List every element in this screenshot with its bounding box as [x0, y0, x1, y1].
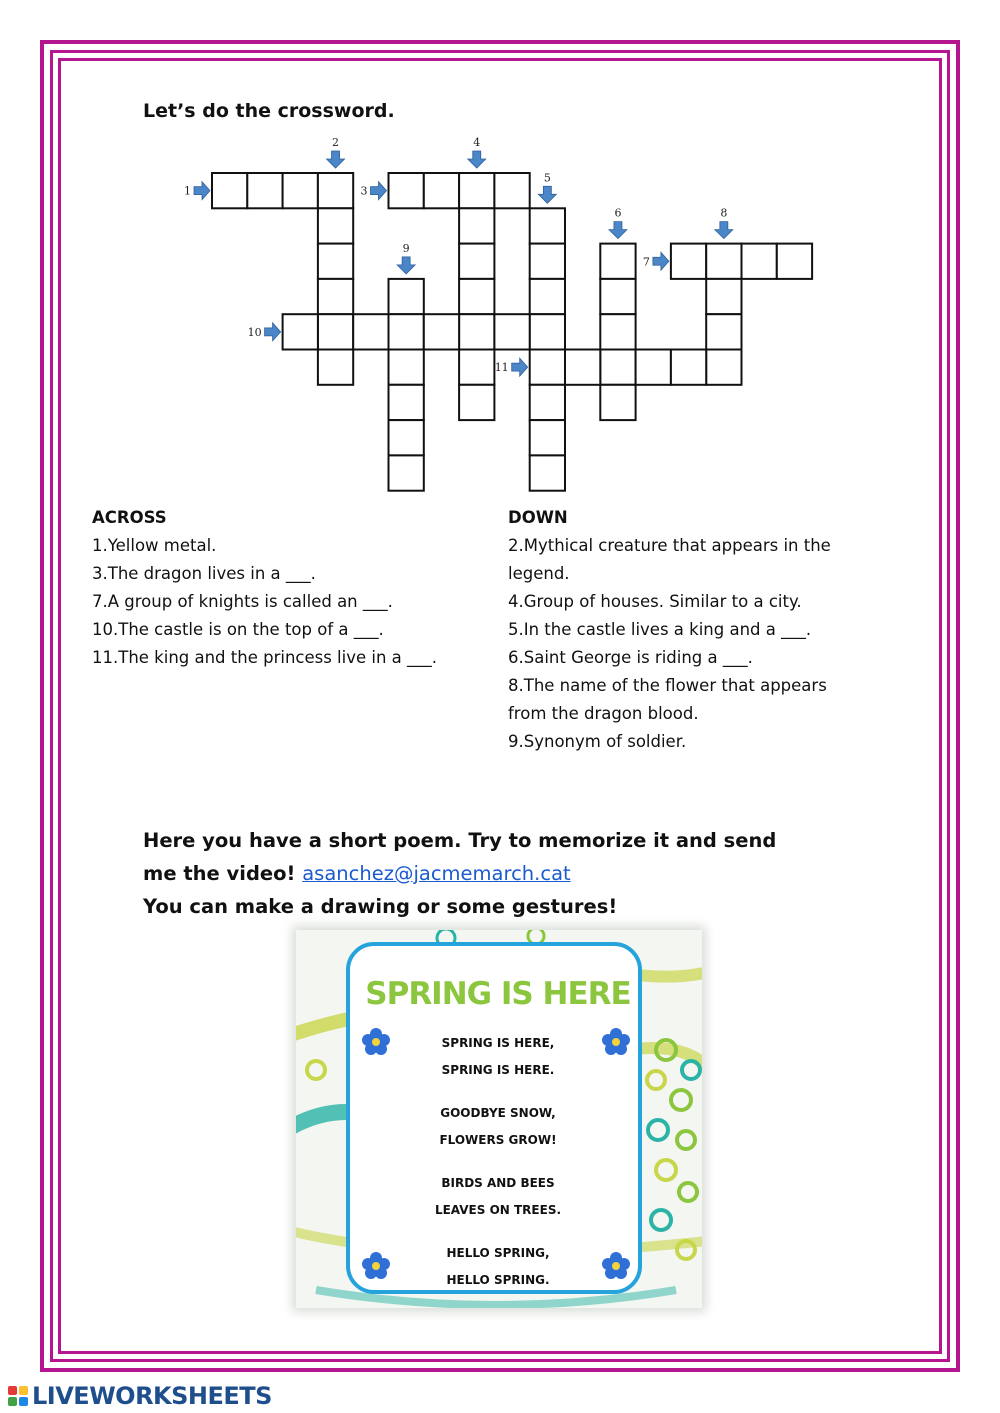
crossword-cell[interactable]: [530, 314, 565, 349]
clue-arrow-icon: [715, 222, 733, 239]
crossword-cell[interactable]: [600, 350, 635, 385]
crossword-cell[interactable]: [318, 350, 353, 385]
down-clue: 6.Saint George is riding a ___.: [508, 648, 753, 667]
clue-number: 3: [360, 184, 368, 198]
flower-icon: [602, 1028, 630, 1056]
clue-arrow-icon: [371, 182, 387, 200]
crossword-cell[interactable]: [318, 208, 353, 243]
instruction-line: Here you have a short poem. Try to memorize it and send: [143, 829, 777, 852]
clue-arrow-icon: [538, 186, 556, 203]
across-clue: 7.A group of knights is called an ___.: [92, 592, 393, 611]
crossword-cell[interactable]: [353, 314, 388, 349]
down-clue: legend.: [508, 564, 570, 583]
crossword-cell[interactable]: [424, 173, 459, 208]
poem-line: FLOWERS GROW!: [439, 1133, 557, 1147]
crossword-cell[interactable]: [600, 314, 635, 349]
clue-arrow-icon: [194, 182, 210, 200]
poem-line: SPRING IS HERE.: [441, 1063, 555, 1077]
crossword-cell[interactable]: [671, 350, 706, 385]
flower-icon: [362, 1028, 390, 1056]
down-clue: from the dragon blood.: [508, 704, 699, 723]
clue-number: 2: [332, 136, 340, 149]
crossword-cell[interactable]: [530, 279, 565, 314]
crossword-cell[interactable]: [600, 244, 635, 279]
crossword-cell[interactable]: [389, 279, 424, 314]
crossword-grid: [0, 0, 1000, 500]
poem-title: SPRING IS HERE: [365, 976, 631, 1012]
clue-arrow-icon: [609, 222, 627, 239]
poem-line: SPRING IS HERE,: [441, 1036, 555, 1050]
crossword-cell[interactable]: [459, 350, 494, 385]
crossword-cell[interactable]: [706, 314, 741, 349]
across-clue: 1.Yellow metal.: [92, 536, 217, 555]
instruction-line: You can make a drawing or some gestures!: [143, 895, 618, 918]
crossword-cell[interactable]: [706, 244, 741, 279]
poem-stanza: [350, 1100, 646, 1154]
crossword-cell[interactable]: [459, 314, 494, 349]
crossword-cell[interactable]: [565, 350, 600, 385]
instruction-text: me the video!: [143, 862, 303, 885]
crossword-cell[interactable]: [247, 173, 282, 208]
down-clue: 9.Synonym of soldier.: [508, 732, 687, 751]
crossword-cell[interactable]: [389, 314, 424, 349]
down-clue: 5.In the castle lives a king and a ___.: [508, 620, 812, 639]
spring-poem-poster: [296, 930, 702, 1308]
crossword-cell[interactable]: [459, 244, 494, 279]
liveworksheets-logo: [8, 1383, 272, 1409]
across-clue: 10.The castle is on the top of a ___.: [92, 620, 384, 639]
crossword-cell[interactable]: [530, 244, 565, 279]
clue-arrow-icon: [653, 252, 669, 270]
clue-number: 4: [473, 136, 481, 149]
poem-card: [346, 942, 642, 1294]
crossword-cell[interactable]: [459, 173, 494, 208]
crossword-cell[interactable]: [389, 420, 424, 455]
across-clue: 3.The dragon lives in a ___.: [92, 564, 316, 583]
clue-number: 5: [543, 171, 551, 185]
crossword-cell[interactable]: [530, 208, 565, 243]
email-link[interactable]: asanchez@jacmemarch.cat: [302, 862, 571, 885]
down-title: DOWN: [508, 508, 568, 527]
crossword-cell[interactable]: [706, 279, 741, 314]
flower-icon: [362, 1252, 390, 1280]
crossword-cell[interactable]: [389, 385, 424, 420]
down-clue: 2.Mythical creature that appears in the: [508, 536, 831, 555]
crossword-cell[interactable]: [212, 173, 247, 208]
crossword-cell[interactable]: [494, 173, 529, 208]
crossword-cell[interactable]: [600, 279, 635, 314]
down-clue: 8.The name of the flower that appears: [508, 676, 827, 695]
poem-line: HELLO SPRING.: [446, 1273, 550, 1287]
crossword-cell[interactable]: [424, 314, 459, 349]
crossword-cell[interactable]: [742, 244, 777, 279]
crossword-cell[interactable]: [318, 244, 353, 279]
crossword-cell[interactable]: [389, 350, 424, 385]
across-clues: [92, 504, 437, 672]
crossword-cell[interactable]: [530, 455, 565, 490]
crossword-cell[interactable]: [671, 244, 706, 279]
poem-stanza: [350, 1170, 646, 1224]
crossword-cell[interactable]: [318, 173, 353, 208]
clue-arrow-icon: [397, 257, 415, 274]
across-title: ACROSS: [92, 508, 167, 527]
clue-number: 10: [247, 325, 262, 339]
crossword-cell[interactable]: [530, 350, 565, 385]
crossword-cell[interactable]: [706, 350, 741, 385]
flower-icon: [602, 1252, 630, 1280]
clue-arrow-icon: [327, 151, 345, 168]
crossword-cell[interactable]: [530, 385, 565, 420]
crossword-cell[interactable]: [636, 350, 671, 385]
across-clue: 11.The king and the princess live in a ___.: [92, 648, 438, 667]
crossword-cell[interactable]: [530, 420, 565, 455]
crossword-cell[interactable]: [459, 208, 494, 243]
crossword-cell[interactable]: [389, 455, 424, 490]
crossword-cell[interactable]: [459, 279, 494, 314]
clue-number: 7: [642, 255, 650, 269]
crossword-heading: Let’s do the crossword.: [143, 100, 395, 122]
poem-instructions: [143, 824, 776, 923]
clue-number: 11: [494, 361, 509, 375]
clue-arrow-icon: [512, 358, 528, 376]
crossword-cell[interactable]: [318, 279, 353, 314]
clue-number: 9: [402, 241, 410, 255]
down-clues: [508, 504, 831, 756]
clue-number: 8: [720, 206, 728, 220]
logo-text: LIVEWORKSHEETS: [32, 1382, 272, 1410]
crossword-cell[interactable]: [494, 314, 529, 349]
instruction-line-email: [143, 857, 776, 890]
clue-arrow-icon: [468, 151, 486, 168]
poem-line: BIRDS AND BEES: [441, 1176, 555, 1190]
crossword-cell[interactable]: [389, 173, 424, 208]
poem-line: HELLO SPRING,: [446, 1246, 550, 1260]
clue-number: 6: [614, 206, 622, 220]
poem-line: GOODBYE SNOW,: [440, 1106, 556, 1120]
clue-number: 1: [184, 184, 191, 198]
crossword-cell[interactable]: [283, 173, 318, 208]
poem-line: LEAVES ON TREES.: [434, 1203, 562, 1217]
crossword-cell[interactable]: [777, 244, 812, 279]
clue-arrow-icon: [265, 323, 281, 341]
crossword-cell[interactable]: [600, 385, 635, 420]
crossword-cell[interactable]: [318, 314, 353, 349]
crossword-cell[interactable]: [283, 314, 318, 349]
logo-blocks-icon: [8, 1386, 28, 1406]
crossword-cell[interactable]: [459, 385, 494, 420]
down-clue: 4.Group of houses. Similar to a city.: [508, 592, 802, 611]
